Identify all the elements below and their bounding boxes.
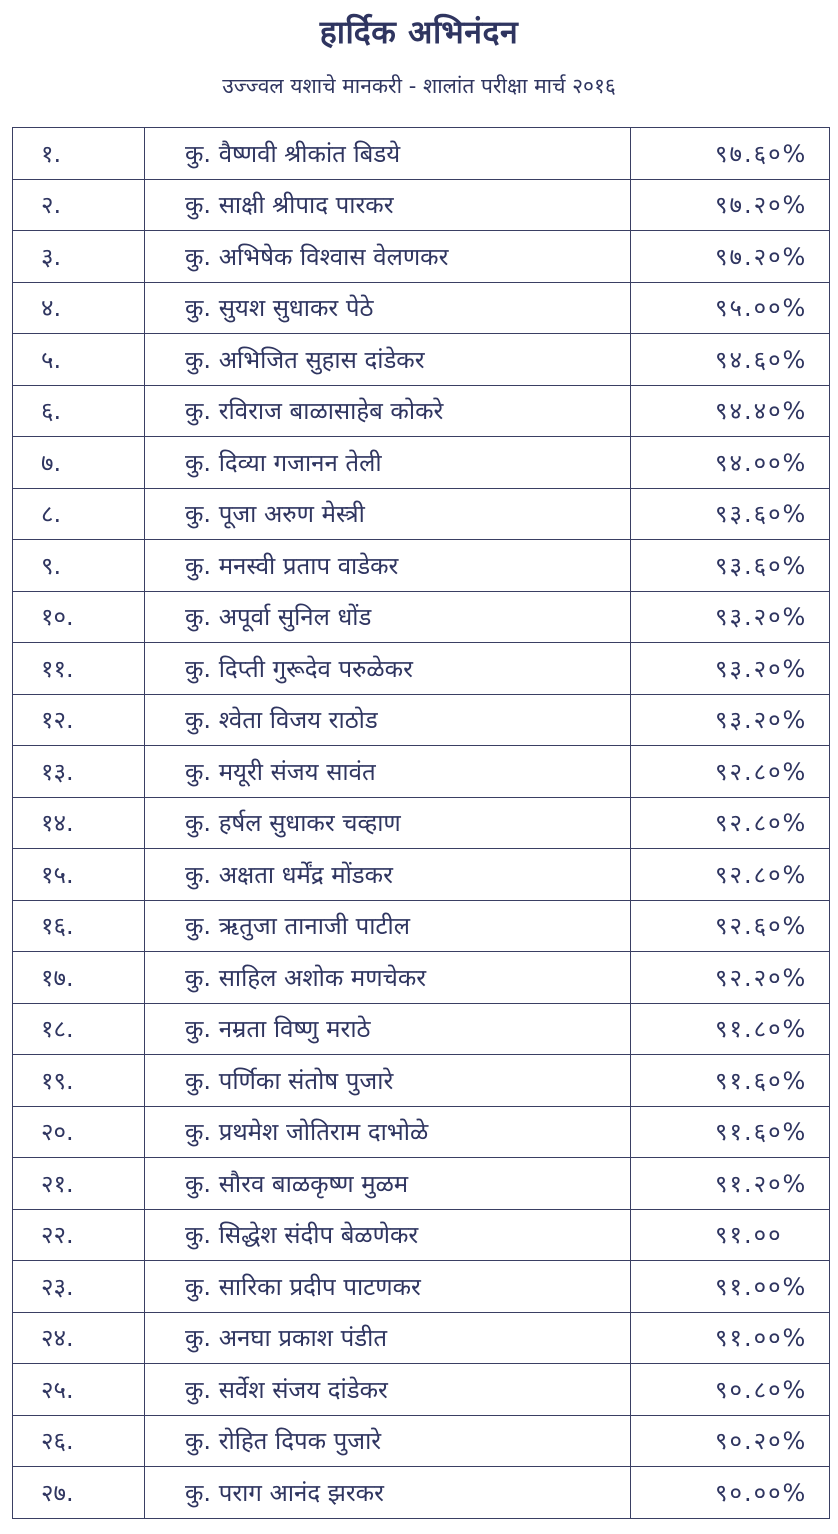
student-name-cell: कु. श्वेता विजय राठोड xyxy=(145,694,631,746)
percentage-cell: ९२.६०% xyxy=(631,900,830,952)
percentage-cell: ९५.००% xyxy=(631,282,830,334)
serial-number-cell: १३. xyxy=(13,746,145,798)
page-subtitle: उज्ज्वल यशाचे मानकरी - शालांत परीक्षा मार्च २०१६ xyxy=(222,74,616,98)
serial-number-cell: ९. xyxy=(13,540,145,592)
serial-number-cell: ४. xyxy=(13,282,145,334)
percentage-cell: ९४.००% xyxy=(631,437,830,489)
student-name-cell: कु. वैष्णवी श्रीकांत बिडये xyxy=(145,128,631,180)
table-row xyxy=(13,797,830,849)
percentage-cell: ९७.२०% xyxy=(631,179,830,231)
serial-number-cell: १४. xyxy=(13,797,145,849)
serial-number-cell: २१. xyxy=(13,1158,145,1210)
serial-number-cell: ७. xyxy=(13,437,145,489)
table-row xyxy=(13,591,830,643)
percentage-cell: ९७.६०% xyxy=(631,128,830,180)
percentage-cell: ९०.००% xyxy=(631,1467,830,1519)
serial-number-cell: २०. xyxy=(13,1106,145,1158)
results-table-body xyxy=(13,128,830,1519)
table-row xyxy=(13,694,830,746)
student-name-cell: कु. सारिका प्रदीप पाटणकर xyxy=(145,1261,631,1313)
percentage-cell: ९१.००% xyxy=(631,1261,830,1313)
serial-number-cell: ५. xyxy=(13,334,145,386)
table-row xyxy=(13,437,830,489)
table-row xyxy=(13,1209,830,1261)
serial-number-cell: १०. xyxy=(13,591,145,643)
percentage-cell: ९४.६०% xyxy=(631,334,830,386)
percentage-cell: ९१.६०% xyxy=(631,1106,830,1158)
percentage-cell: ९२.२०% xyxy=(631,952,830,1004)
table-row xyxy=(13,1415,830,1467)
table-row xyxy=(13,1158,830,1210)
percentage-cell: ९०.२०% xyxy=(631,1415,830,1467)
student-name-cell: कु. सर्वेश संजय दांडेकर xyxy=(145,1364,631,1416)
results-table xyxy=(12,127,830,1519)
table-row xyxy=(13,540,830,592)
student-name-cell: कु. प्रथमेश जोतिराम दाभोळे xyxy=(145,1106,631,1158)
percentage-cell: ९१.६०% xyxy=(631,1055,830,1107)
table-row xyxy=(13,849,830,901)
student-name-cell: कु. पराग आनंद झरकर xyxy=(145,1467,631,1519)
table-row xyxy=(13,128,830,180)
student-name-cell: कु. साहिल अशोक मणचेकर xyxy=(145,952,631,1004)
percentage-cell: ९२.८०% xyxy=(631,797,830,849)
table-row xyxy=(13,385,830,437)
student-name-cell: कु. दिव्या गजानन तेली xyxy=(145,437,631,489)
table-row xyxy=(13,488,830,540)
table-row xyxy=(13,1364,830,1416)
student-name-cell: कु. मनस्वी प्रताप वाडेकर xyxy=(145,540,631,592)
percentage-cell: ९१.०० xyxy=(631,1209,830,1261)
serial-number-cell: १२. xyxy=(13,694,145,746)
table-row xyxy=(13,1312,830,1364)
student-name-cell: कु. अक्षता धर्मेंद्र मोंडकर xyxy=(145,849,631,901)
table-row xyxy=(13,1261,830,1313)
serial-number-cell: ३. xyxy=(13,231,145,283)
percentage-cell: ९३.२०% xyxy=(631,694,830,746)
serial-number-cell: ६. xyxy=(13,385,145,437)
table-row xyxy=(13,1106,830,1158)
student-name-cell: कु. नम्रता विष्णु मराठे xyxy=(145,1003,631,1055)
percentage-cell: ९१.००% xyxy=(631,1312,830,1364)
page-title: हार्दिक अभिनंदन xyxy=(319,13,519,51)
percentage-cell: ९३.२०% xyxy=(631,643,830,695)
serial-number-cell: २७. xyxy=(13,1467,145,1519)
student-name-cell: कु. अनघा प्रकाश पंडीत xyxy=(145,1312,631,1364)
percentage-cell: ९३.६०% xyxy=(631,540,830,592)
serial-number-cell: ११. xyxy=(13,643,145,695)
student-name-cell: कु. दिप्ती गुरूदेव परुळेकर xyxy=(145,643,631,695)
table-row xyxy=(13,179,830,231)
student-name-cell: कु. अभिषेक विश्वास वेलणकर xyxy=(145,231,631,283)
student-name-cell: कु. सौरव बाळकृष्ण मुळम xyxy=(145,1158,631,1210)
percentage-cell: ९४.४०% xyxy=(631,385,830,437)
serial-number-cell: २४. xyxy=(13,1312,145,1364)
student-name-cell: कु. अभिजित सुहास दांडेकर xyxy=(145,334,631,386)
serial-number-cell: ८. xyxy=(13,488,145,540)
student-name-cell: कु. अपूर्वा सुनिल धोंड xyxy=(145,591,631,643)
percentage-cell: ९३.२०% xyxy=(631,591,830,643)
table-row xyxy=(13,900,830,952)
percentage-cell: ९२.८०% xyxy=(631,849,830,901)
serial-number-cell: १. xyxy=(13,128,145,180)
percentage-cell: ९७.२०% xyxy=(631,231,830,283)
percentage-cell: ९१.२०% xyxy=(631,1158,830,1210)
table-row xyxy=(13,282,830,334)
student-name-cell: कु. पूजा अरुण मेस्त्री xyxy=(145,488,631,540)
student-name-cell: कु. मयूरी संजय सावंत xyxy=(145,746,631,798)
student-name-cell: कु. सुयश सुधाकर पेठे xyxy=(145,282,631,334)
table-row xyxy=(13,1055,830,1107)
serial-number-cell: २. xyxy=(13,179,145,231)
serial-number-cell: २२. xyxy=(13,1209,145,1261)
serial-number-cell: १५. xyxy=(13,849,145,901)
student-name-cell: कु. पर्णिका संतोष पुजारे xyxy=(145,1055,631,1107)
serial-number-cell: २६. xyxy=(13,1415,145,1467)
student-name-cell: कु. सिद्धेश संदीप बेळणेकर xyxy=(145,1209,631,1261)
percentage-cell: ९३.६०% xyxy=(631,488,830,540)
table-row xyxy=(13,952,830,1004)
serial-number-cell: २५. xyxy=(13,1364,145,1416)
serial-number-cell: १७. xyxy=(13,952,145,1004)
table-row xyxy=(13,643,830,695)
serial-number-cell: १९. xyxy=(13,1055,145,1107)
student-name-cell: कु. रोहित दिपक पुजारे xyxy=(145,1415,631,1467)
table-row xyxy=(13,1467,830,1519)
table-row xyxy=(13,334,830,386)
table-row xyxy=(13,746,830,798)
serial-number-cell: १८. xyxy=(13,1003,145,1055)
student-name-cell: कु. रविराज बाळासाहेब कोकरे xyxy=(145,385,631,437)
percentage-cell: ९२.८०% xyxy=(631,746,830,798)
percentage-cell: ९१.८०% xyxy=(631,1003,830,1055)
student-name-cell: कु. हर्षल सुधाकर चव्हाण xyxy=(145,797,631,849)
serial-number-cell: १६. xyxy=(13,900,145,952)
student-name-cell: कु. ऋतुजा तानाजी पाटील xyxy=(145,900,631,952)
table-row xyxy=(13,1003,830,1055)
serial-number-cell: २३. xyxy=(13,1261,145,1313)
table-row xyxy=(13,231,830,283)
percentage-cell: ९०.८०% xyxy=(631,1364,830,1416)
student-name-cell: कु. साक्षी श्रीपाद पारकर xyxy=(145,179,631,231)
